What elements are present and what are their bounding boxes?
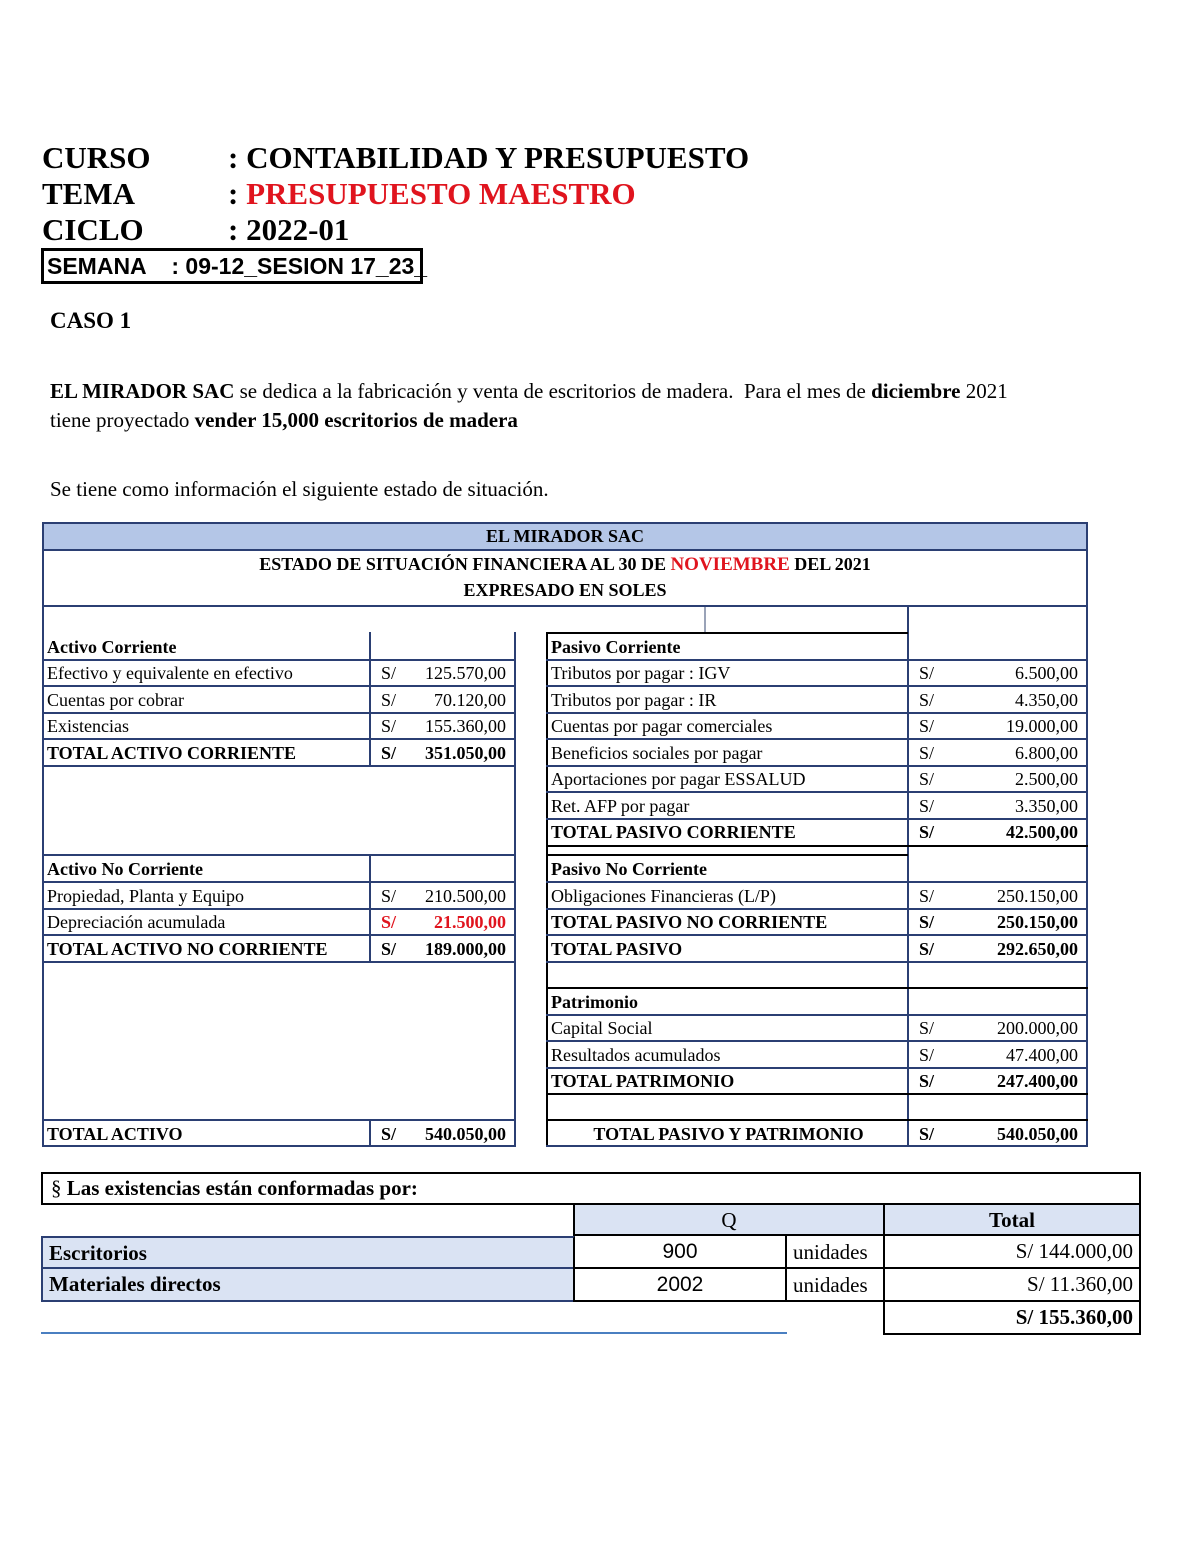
- pc-row-2-cur: S/: [919, 690, 935, 710]
- ac-total-value: 351.050,00: [425, 743, 506, 763]
- curso-value: : CONTABILIDAD Y PRESUPUESTO: [228, 140, 750, 175]
- pnc-row-1-label: Obligaciones Financieras (L/P): [551, 886, 776, 906]
- inventory-row-1-q: 900: [573, 1236, 787, 1269]
- pc-row-1-label: Tributos por pagar : IGV: [551, 663, 731, 683]
- pnc-total-cur: S/: [919, 912, 935, 932]
- pc-row-3-value: 19.000,00: [1006, 716, 1078, 736]
- pc-row-6-value: 3.350,00: [1015, 796, 1078, 816]
- inventory-row-2-q: 2002: [573, 1269, 787, 1302]
- ciclo-label: CICLO: [42, 212, 144, 247]
- ac-row-2-value: 70.120,00: [434, 690, 506, 710]
- pc-row-2-value: 4.350,00: [1015, 690, 1078, 710]
- inventory-title-row: [41, 1172, 1141, 1205]
- inventory-total-header: Total: [883, 1203, 1141, 1236]
- anc-total-cur: S/: [381, 939, 397, 959]
- inventory-q-header: Q: [573, 1203, 885, 1236]
- anc-row-2-label: Depreciación acumulada: [47, 912, 226, 932]
- ac-row-3-label: Existencias: [47, 716, 129, 736]
- ac-row-2-cur: S/: [381, 690, 397, 710]
- activo-corriente-title-text: Activo Corriente: [47, 637, 177, 657]
- total-pasivo-value: 292.650,00: [997, 939, 1078, 959]
- pat-row-2-cur: S/: [919, 1045, 935, 1065]
- inventory-row-1-total: S/ 144.000,00: [883, 1236, 1141, 1269]
- ciclo-value: : 2022-01: [228, 212, 350, 247]
- total-pp-label: TOTAL PASIVO Y PATRIMONIO: [593, 1124, 864, 1144]
- anc-row-1-cur: S/: [381, 886, 397, 906]
- anc-row-2-cur: S/: [381, 912, 397, 932]
- activo-no-corriente-title-text: Activo No Corriente: [47, 859, 203, 879]
- pnc-row-1-value: 250.150,00: [997, 886, 1078, 906]
- pc-row-6-cur: S/: [919, 796, 935, 816]
- anc-row-2-value: 21.500,00: [434, 912, 506, 932]
- tema-colon: :: [228, 176, 247, 211]
- pasivo-corriente-title-text: Pasivo Corriente: [551, 637, 681, 657]
- intro-month: diciembre: [871, 379, 961, 403]
- pc-row-1-value: 6.500,00: [1015, 663, 1078, 683]
- company-name: EL MIRADOR SAC: [50, 379, 235, 403]
- ac-row-1-value: 125.570,00: [425, 663, 506, 683]
- pat-total-value: 247.400,00: [997, 1071, 1078, 1091]
- total-pasivo-label: TOTAL PASIVO: [551, 939, 683, 959]
- anc-row-1-label: Propiedad, Planta y Equipo: [47, 886, 244, 906]
- pc-row-3-cur: S/: [919, 716, 935, 736]
- intro-text-1: se dedica a la fabricación y venta de escritorios de madera. Para el mes de: [234, 379, 872, 403]
- balance-title-month: NOVIEMBRE: [670, 554, 790, 575]
- inventory-row-1-unit: unidades: [785, 1236, 885, 1269]
- total-pp-value: 540.050,00: [997, 1124, 1078, 1144]
- total-pp-cur: S/: [919, 1124, 935, 1144]
- pat-row-2-label: Resultados acumulados: [551, 1045, 721, 1065]
- pat-total-cur: S/: [919, 1071, 935, 1091]
- ac-row-3-value: 155.360,00: [425, 716, 506, 736]
- pasivo-no-corriente-title-text: Pasivo No Corriente: [551, 859, 707, 879]
- anc-total-value: 189.000,00: [425, 939, 506, 959]
- pc-row-3-label: Cuentas por pagar comerciales: [551, 716, 773, 736]
- pc-row-4-label: Beneficios sociales por pagar: [551, 743, 763, 763]
- pc-row-2-label: Tributos por pagar : IR: [551, 690, 717, 710]
- intro-goal: vender 15,000 escritorios de madera: [194, 408, 518, 432]
- inventory-row-1-label: Escritorios: [41, 1236, 575, 1269]
- inventory-underline: [41, 1332, 787, 1334]
- total-activo-cur: S/: [381, 1124, 397, 1144]
- anc-total-label: TOTAL ACTIVO NO CORRIENTE: [47, 939, 328, 959]
- inventory-row-2-total: S/ 11.360,00: [883, 1269, 1141, 1302]
- inventory-row-2-unit: unidades: [785, 1269, 885, 1302]
- ac-total-cur: S/: [381, 743, 397, 763]
- caso-title: CASO 1: [50, 308, 132, 333]
- inventory-row-2-label: Materiales directos: [41, 1269, 575, 1302]
- ac-row-3-cur: S/: [381, 716, 397, 736]
- inventory-title: Las existencias están conformadas por:: [66, 1176, 418, 1200]
- pc-total-label: TOTAL PASIVO CORRIENTE: [551, 822, 796, 842]
- intro-text-2: 2021: [960, 379, 1008, 403]
- intro-info: Se tiene como información el siguiente estado de situación.: [50, 477, 549, 501]
- pc-total-cur: S/: [919, 822, 935, 842]
- tema-label: TEMA: [42, 176, 135, 211]
- pat-total-label: TOTAL PATRIMONIO: [551, 1071, 735, 1091]
- inventory-grand-total: S/ 155.360,00: [883, 1302, 1141, 1335]
- ac-total-label: TOTAL ACTIVO CORRIENTE: [47, 743, 297, 763]
- anc-row-1-value: 210.500,00: [425, 886, 506, 906]
- pc-row-5-cur: S/: [919, 769, 935, 789]
- pc-row-4-value: 6.800,00: [1015, 743, 1078, 763]
- pc-row-5-value: 2.500,00: [1015, 769, 1078, 789]
- pat-row-1-value: 200.000,00: [997, 1018, 1078, 1038]
- pnc-total-label: TOTAL PASIVO NO CORRIENTE: [551, 912, 828, 932]
- balance-title-post: DEL 2021: [789, 554, 871, 574]
- pc-row-4-cur: S/: [919, 743, 935, 763]
- pc-row-5-label: Aportaciones por pagar ESSALUD: [551, 769, 806, 789]
- ac-row-2-label: Cuentas por cobrar: [47, 690, 184, 710]
- balance-company: EL MIRADOR SAC: [42, 522, 1088, 551]
- total-activo-label: TOTAL ACTIVO: [47, 1124, 183, 1144]
- patrimonio-title-text: Patrimonio: [551, 992, 638, 1012]
- pc-total-value: 42.500,00: [1006, 822, 1078, 842]
- pnc-row-1-cur: S/: [919, 886, 935, 906]
- pat-row-2-value: 47.400,00: [1006, 1045, 1078, 1065]
- ac-row-1-cur: S/: [381, 663, 397, 683]
- pnc-total-value: 250.150,00: [997, 912, 1078, 932]
- semana-box: SEMANA : 09-12_SESION 17_23_: [41, 248, 423, 284]
- intro-text-3: tiene proyectado: [50, 408, 195, 432]
- section-symbol-icon: §: [51, 1176, 62, 1200]
- tema-value: PRESUPUESTO MAESTRO: [246, 176, 636, 211]
- total-pasivo-cur: S/: [919, 939, 935, 959]
- pat-row-1-label: Capital Social: [551, 1018, 653, 1038]
- pc-row-6-label: Ret. AFP por pagar: [551, 796, 690, 816]
- curso-label: CURSO: [42, 140, 151, 175]
- pat-row-1-cur: S/: [919, 1018, 935, 1038]
- balance-title-pre: ESTADO DE SITUACIÓN FINANCIERA AL 30 DE: [259, 554, 671, 574]
- pc-row-1-cur: S/: [919, 663, 935, 683]
- total-activo-value: 540.050,00: [425, 1124, 506, 1144]
- balance-subtitle: EXPRESADO EN SOLES: [463, 580, 667, 600]
- ac-row-1-label: Efectivo y equivalente en efectivo: [47, 663, 293, 683]
